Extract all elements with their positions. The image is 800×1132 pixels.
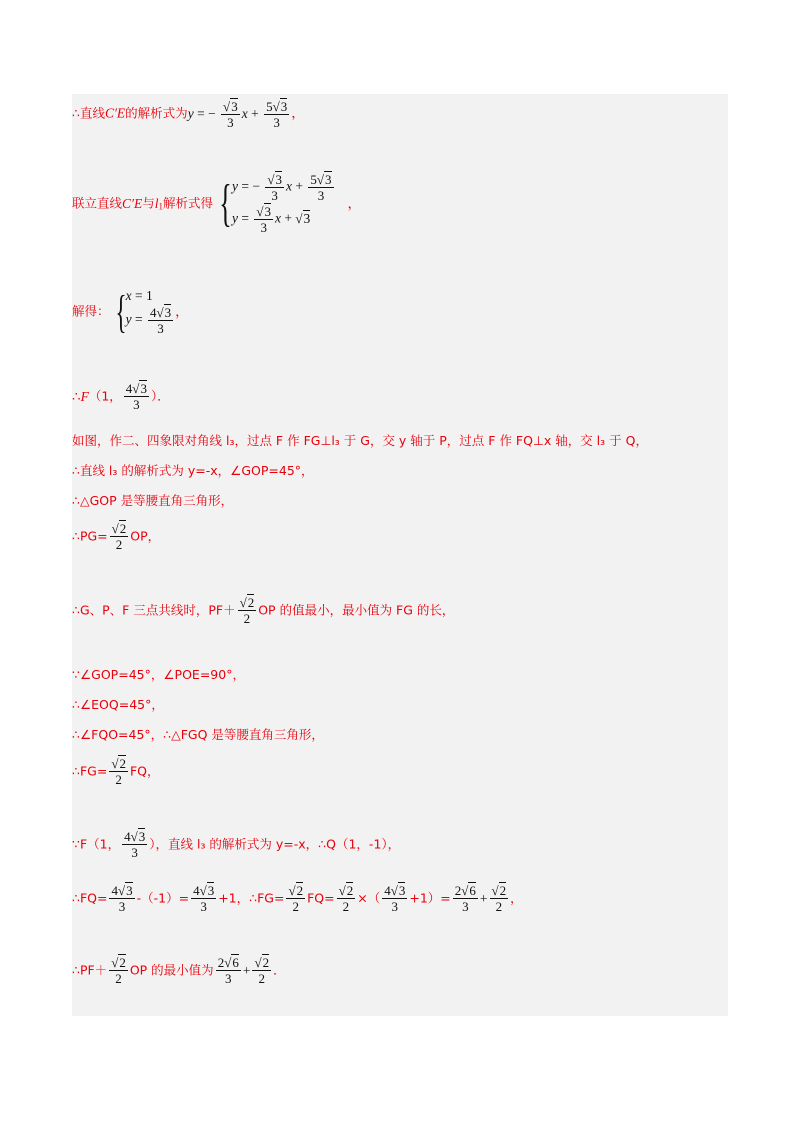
den: 3 <box>133 397 140 412</box>
den: 3 <box>317 188 325 203</box>
fraction: $\frac{√2}{2}$ <box>338 883 354 914</box>
den: 2 <box>342 899 350 914</box>
plus: + <box>242 962 251 978</box>
den: 3 <box>462 899 469 914</box>
num: 6 <box>232 955 239 970</box>
text: ∴PF＋ <box>72 962 108 978</box>
den: 2 <box>292 899 299 914</box>
text: ， <box>347 195 362 211</box>
line-point-f <box>72 382 170 411</box>
line-collinear <box>72 596 454 625</box>
num: 4 <box>384 883 391 898</box>
text: 联立直线 <box>72 195 123 211</box>
num: 2 <box>247 595 255 610</box>
solution-system: x = 1 y = $\frac{4√3}{3}$ <box>125 288 172 336</box>
num: 2 <box>499 883 507 898</box>
num: 6 <box>469 883 476 898</box>
den: 2 <box>115 537 123 552</box>
plus: + <box>479 890 488 906</box>
num: 3 <box>264 204 272 219</box>
num: 3 <box>303 210 311 226</box>
text: +1）= <box>409 890 451 906</box>
fraction: $\frac{4√3}{3}$ <box>125 381 147 412</box>
line-triangle-fgq: ∴∠FQO=45°，∴△FGQ 是等腰直角三角形， <box>72 727 324 742</box>
fraction: $\frac{√2}{2}$ <box>111 521 127 552</box>
den: 2 <box>115 772 122 787</box>
den: 3 <box>227 115 234 130</box>
fraction: $\frac{√2}{2}$ <box>111 756 126 787</box>
num: 3 <box>398 883 406 898</box>
text: ∴直线 <box>72 105 105 121</box>
num: 2 <box>346 883 354 898</box>
brace: { <box>219 174 232 232</box>
text: OP 的值最小，最小值为 FG 的长， <box>258 602 455 618</box>
num: 4 <box>125 381 133 396</box>
line-system <box>72 170 361 237</box>
fraction: $\frac{2√6}{3}$ <box>217 955 239 986</box>
den: 2 <box>495 899 503 914</box>
var: x <box>241 105 248 121</box>
line-construction: 如图，作二、四象限对角线 l₃，过点 F 作 FG⊥l₃ 于 G，交 y 轴于 P，过点 F 作 FQ⊥x 轴，交 l₃ 于 Q， <box>72 433 648 448</box>
line-point-q <box>72 830 400 859</box>
fraction: $\frac{√2}{2}$ <box>288 883 304 914</box>
num: 2 <box>217 955 225 970</box>
text: ， <box>175 304 189 319</box>
line-ce-equation <box>72 100 305 129</box>
text: ， <box>510 890 523 906</box>
brace: { <box>115 285 127 337</box>
line-eoq: ∴∠EOQ=45°， <box>72 697 164 712</box>
num: 2 <box>454 883 462 898</box>
fraction: $\frac{√2}{2}$ <box>491 883 507 914</box>
line-angles: ∵∠GOP=45°，∠POE=90°， <box>72 667 245 682</box>
text: ∴G、P、F 三点共线时，PF＋ <box>72 602 236 618</box>
num: 2 <box>119 521 127 536</box>
fraction: $\frac{5√3}{3}$ <box>266 99 288 130</box>
text: ）． <box>150 388 170 404</box>
fraction: $\frac{4√3}{3}$ <box>111 883 133 914</box>
var: y <box>187 105 194 121</box>
text: FQ= <box>307 890 335 906</box>
num: 2 <box>296 883 304 898</box>
text: ×（ <box>357 890 381 906</box>
line-solution <box>72 286 189 338</box>
text: 解得： <box>72 303 110 319</box>
fraction: $\frac{√2}{2}$ <box>239 595 255 626</box>
den: 3 <box>131 845 138 860</box>
line-fq-fg-values <box>72 884 523 913</box>
text: +1，∴FG= <box>218 890 285 906</box>
num: 3 <box>138 829 146 844</box>
text: 解析式得 <box>163 195 214 211</box>
text: ），直线 l₃ 的解析式为 y=-x，∴Q（1，-1）， <box>149 836 401 852</box>
num: 4 <box>149 304 157 320</box>
fraction: $\frac{√2}{2}$ <box>111 955 126 986</box>
den: 3 <box>157 320 164 336</box>
den: 3 <box>391 899 399 914</box>
var: F <box>80 388 89 404</box>
num: 2 <box>119 756 126 771</box>
num: 4 <box>124 829 131 844</box>
den: 2 <box>243 611 251 626</box>
den: 3 <box>118 899 126 914</box>
fraction: $\frac{4√3}{3}$ <box>124 829 146 860</box>
den: 3 <box>260 220 267 235</box>
value: 1 <box>145 288 153 303</box>
var: l <box>154 195 159 211</box>
text: ∴PG= <box>72 528 108 544</box>
line-pg <box>72 522 160 551</box>
num: 3 <box>164 304 172 320</box>
num: 3 <box>231 99 238 114</box>
text: ∴FG= <box>72 763 108 779</box>
den: 2 <box>115 971 122 986</box>
text: ． <box>273 962 286 978</box>
num: 3 <box>140 381 147 396</box>
fraction: $\frac{√3}{3}$ <box>223 99 238 130</box>
subscript: 1 <box>158 201 164 212</box>
num: 5 <box>310 172 317 187</box>
fraction: $\frac{4√3}{3}$ <box>384 883 406 914</box>
num: 2 <box>262 955 270 970</box>
line-minimum <box>72 956 286 985</box>
line-fg <box>72 757 159 786</box>
num: 4 <box>193 883 200 898</box>
line-name: C′E <box>122 195 143 211</box>
den: 3 <box>271 188 278 203</box>
text: -（-1）= <box>136 890 190 906</box>
num: 5 <box>266 99 273 114</box>
text: ∴ <box>72 388 81 404</box>
line-l3-equation: ∴直线 l₃ 的解析式为 y=-x，∠GOP=45°， <box>72 463 314 478</box>
den: 3 <box>273 115 280 130</box>
text: 与 <box>142 195 155 211</box>
line-triangle-gop: ∴△GOP 是等腰直角三角形， <box>72 493 234 508</box>
num: 2 <box>119 955 126 970</box>
text: ， <box>291 105 305 121</box>
num: 3 <box>325 172 332 187</box>
num: 3 <box>280 99 288 114</box>
text: （1， <box>88 388 122 404</box>
text: FQ， <box>129 763 160 779</box>
text: OP， <box>130 528 161 544</box>
den: 2 <box>258 971 266 986</box>
line-name: C′E <box>104 105 126 121</box>
equation: y = − $\frac{√3}{3}$ x + $\frac{5√3}{3}$ <box>187 99 288 130</box>
text: ∵F（1， <box>72 836 121 852</box>
fraction: $\frac{4√3}{3}$ <box>193 883 215 914</box>
num: 3 <box>126 883 133 898</box>
den: 3 <box>200 899 207 914</box>
text: ∴FQ= <box>72 890 108 906</box>
equation-system: y = − $\frac{√3}{3}$ x + $\frac{5√3}{3}$ y = $\frac{√3}{3}$ x + √3 <box>232 172 332 235</box>
num: 3 <box>275 172 282 187</box>
text: OP 的最小值为 <box>129 962 214 978</box>
fraction: $\frac{2√6}{3}$ <box>454 883 476 914</box>
text: 的解析式为 <box>125 105 188 121</box>
num: 4 <box>111 883 118 898</box>
fraction: $\frac{√2}{2}$ <box>254 955 270 986</box>
num: 3 <box>207 883 215 898</box>
den: 3 <box>225 971 232 986</box>
